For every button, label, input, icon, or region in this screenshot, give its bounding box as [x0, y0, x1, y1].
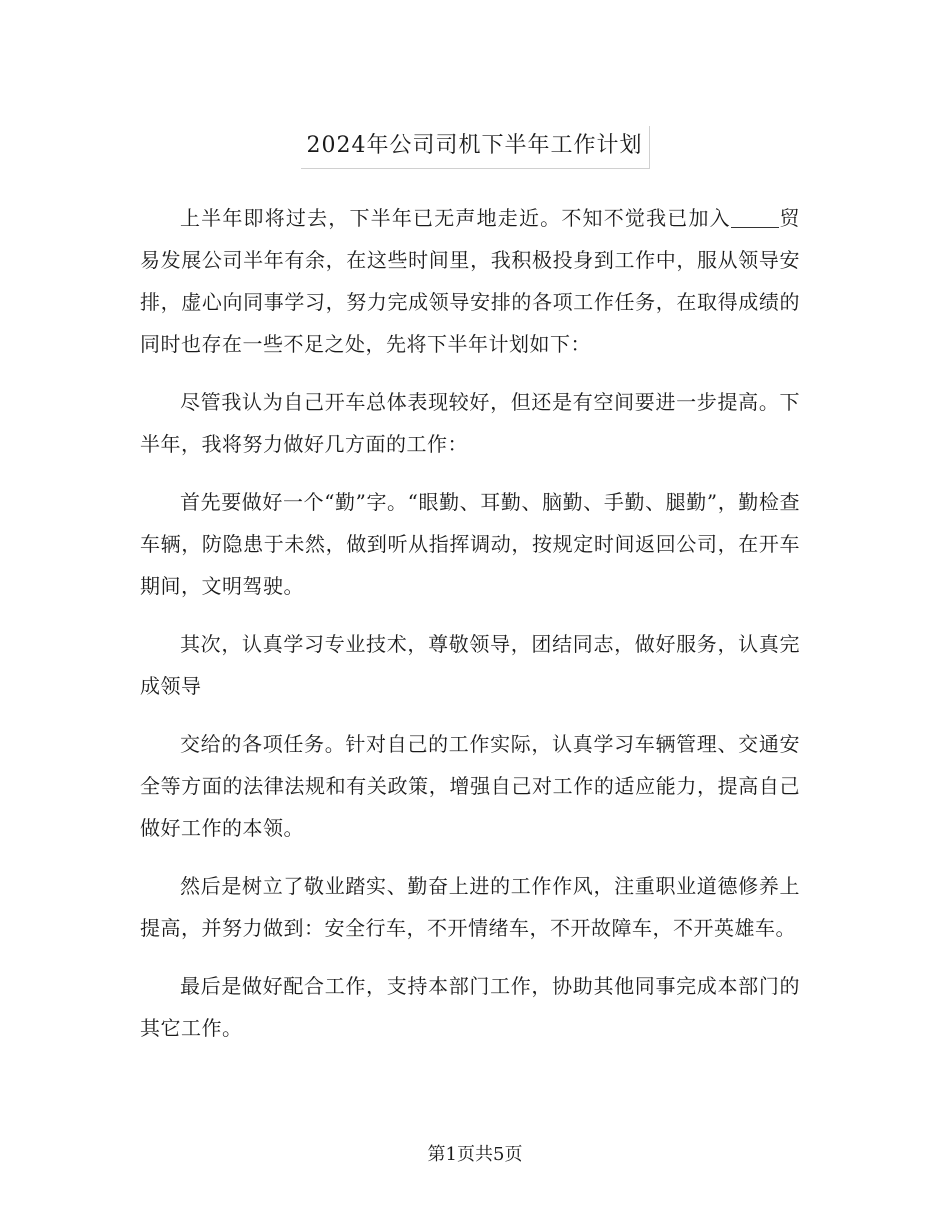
paragraph-4: 其次，认真学习专业技术，尊敬领导，团结同志，做好服务，认真完成领导 [140, 632, 800, 698]
fill-in-blank [731, 207, 779, 228]
page-footer [0, 1140, 950, 1170]
paragraph-5: 交给的各项任务。针对自己的工作实际，认真学习车辆管理、交通安全等方面的法律法规和有关政策，增强自己对工作的适应能力，提高自己做好工作的本领。 [140, 732, 800, 840]
paragraph-1 [140, 197, 800, 365]
title-container [0, 126, 950, 169]
paragraph-7: 最后是做好配合工作，支持本部门工作，协助其他同事完成本部门的其它工作。 [140, 974, 800, 1040]
document-body [140, 197, 800, 1065]
page-number: 第1页共5页 [427, 1144, 523, 1165]
paragraph-6: 然后是树立了敬业踏实、勤奋上进的工作作风，注重职业道德修养上提高，并努力做到：安全行车，不开情绪车，不开故障车，不开英雄车。 [140, 874, 800, 940]
paragraph-3: 首先要做好一个“勤”字。“眼勤、耳勤、脑勤、手勤、腿勤”，勤检查车辆，防隐患于未然，做到听从指挥调动，按规定时间返回公司，在开车期间，文明驾驶。 [140, 490, 800, 598]
paragraph-1-text-b: 贸易发展公司半年有余，在这些时间里，我积极投身到工作中，服从领导安排，虚心向同事学习，努力完成领导安排的各项工作任务，在取得成绩的同时也存在一些不足之处，先将下半年计划如下： [140, 206, 801, 356]
paragraph-2: 尽管我认为自己开车总体表现较好，但还是有空间要进一步提高。下半年，我将努力做好几方面的工作： [140, 390, 800, 456]
paragraph-1-text-a: 上半年即将过去，下半年已无声地走近。不知不觉我已加入 [180, 206, 731, 230]
document-title: 2024年公司司机下半年工作计划 [301, 126, 650, 169]
